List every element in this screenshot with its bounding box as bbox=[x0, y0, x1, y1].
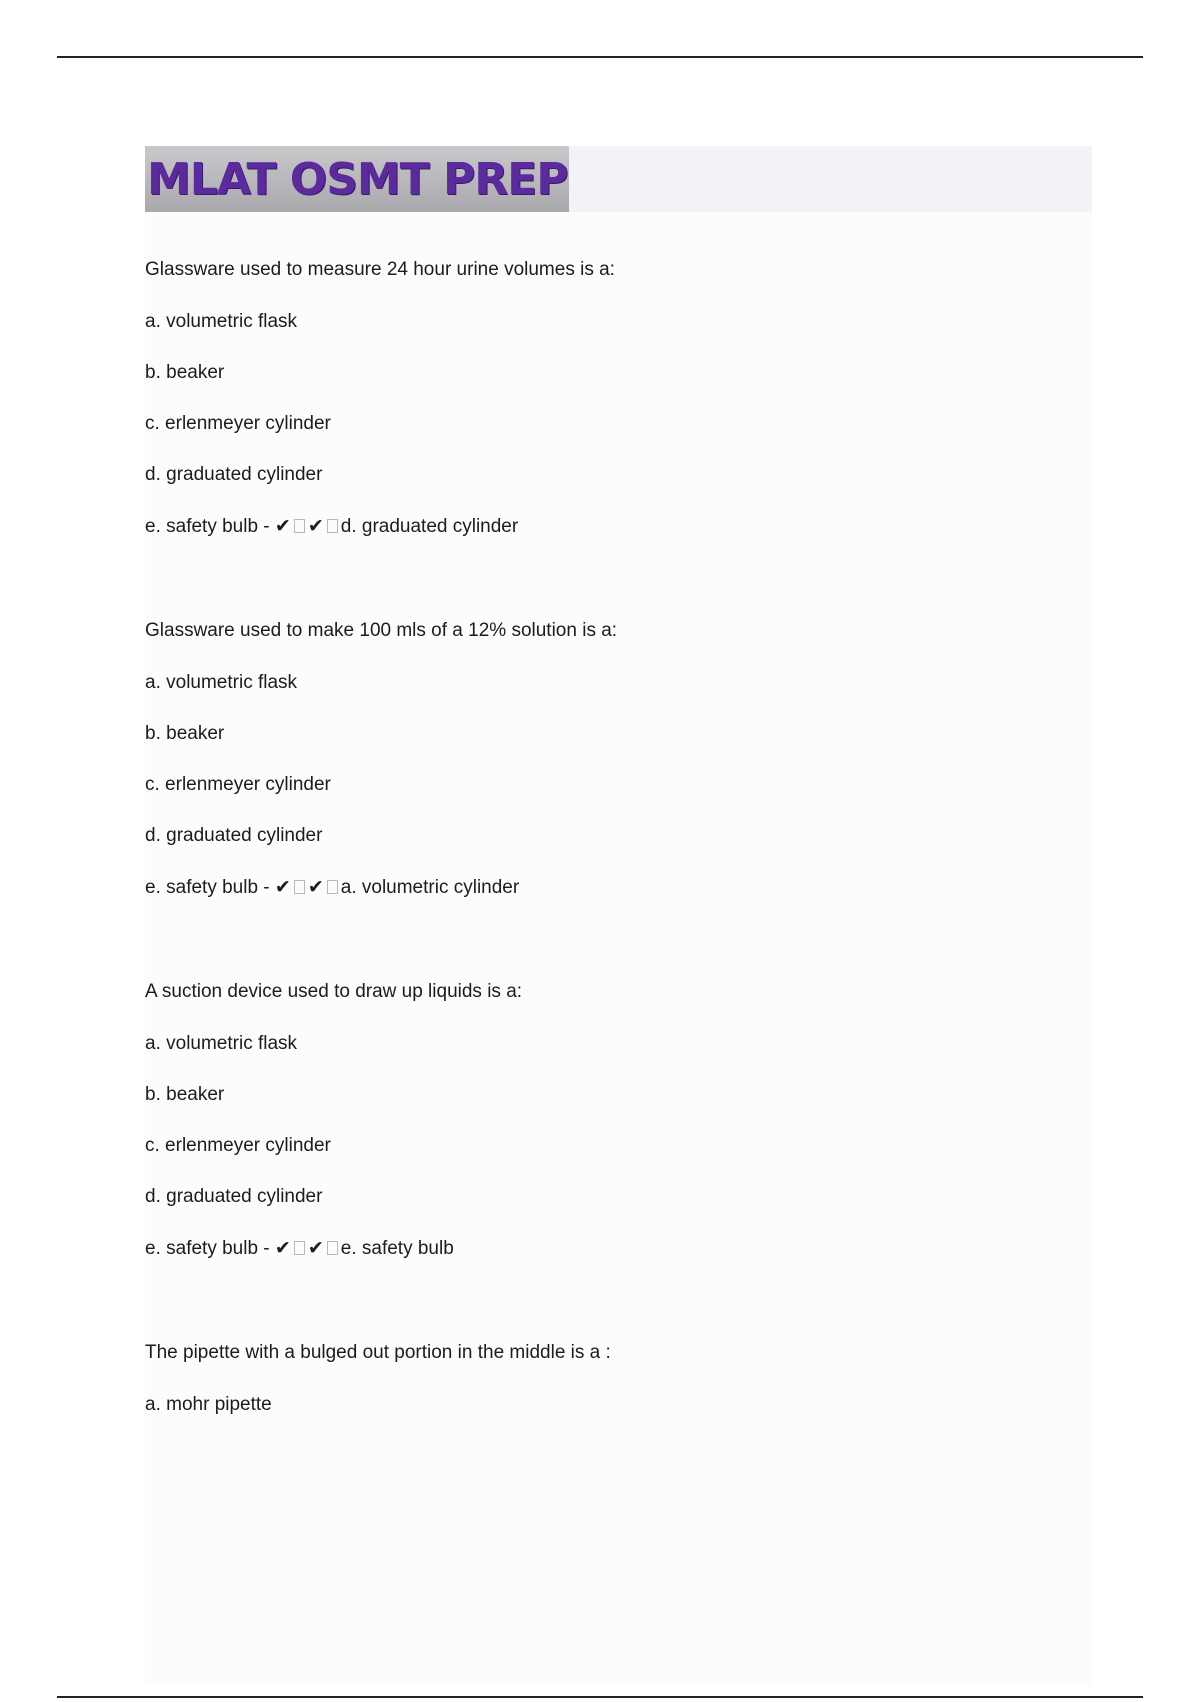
empty-box-icon bbox=[327, 519, 338, 533]
bottom-rule bbox=[57, 1696, 1143, 1698]
question-4 bbox=[145, 1341, 1075, 1702]
question-prompt: A suction device used to draw up liquids is a: bbox=[145, 981, 523, 1002]
option-e: e. safety bulb - bbox=[145, 877, 270, 898]
option-d: d. graduated cylinder bbox=[145, 464, 323, 485]
empty-box-icon bbox=[294, 1241, 305, 1255]
option-a: a. mohr pipette bbox=[145, 1394, 272, 1415]
check-mark-icon: ✔ bbox=[307, 1237, 324, 1259]
empty-box-icon bbox=[327, 1241, 338, 1255]
check-mark-icon: ✔ bbox=[307, 876, 324, 898]
question-prompt: Glassware used to measure 24 hour urine volumes is a: bbox=[145, 259, 615, 280]
answer-line bbox=[145, 875, 1075, 899]
option-list bbox=[145, 1393, 1075, 1417]
option-a: a. volumetric flask bbox=[145, 1033, 298, 1054]
option-c: c. erlenmeyer cylinder bbox=[145, 1135, 331, 1156]
option-d: d. graduated cylinder bbox=[145, 825, 323, 846]
option-d: d. graduated cylinder bbox=[145, 1186, 323, 1207]
option-a: a. volumetric flask bbox=[145, 672, 298, 693]
title-box bbox=[145, 146, 569, 212]
question-2 bbox=[145, 619, 1075, 980]
option-b: b. beaker bbox=[145, 1084, 225, 1105]
question-1 bbox=[145, 258, 1075, 619]
empty-box-icon bbox=[294, 880, 305, 894]
option-list bbox=[145, 671, 1075, 899]
option-c: c. erlenmeyer cylinder bbox=[145, 774, 331, 795]
answer-text: a. volumetric cylinder bbox=[340, 877, 520, 898]
option-list bbox=[145, 310, 1075, 538]
question-3 bbox=[145, 980, 1075, 1341]
title-banner bbox=[145, 146, 1092, 212]
check-mark-icon: ✔ bbox=[274, 515, 291, 537]
answer-text: e. safety bulb bbox=[340, 1238, 454, 1259]
option-b: b. beaker bbox=[145, 362, 225, 383]
top-rule bbox=[57, 56, 1143, 58]
option-e: e. safety bulb - bbox=[145, 1238, 270, 1259]
document-title: MLAT OSMT PREP bbox=[147, 153, 568, 205]
empty-box-icon bbox=[294, 519, 305, 533]
answer-line bbox=[145, 1236, 1075, 1260]
answer-text: d. graduated cylinder bbox=[340, 516, 519, 537]
document-page bbox=[145, 146, 1092, 1686]
check-mark-icon: ✔ bbox=[274, 1237, 291, 1259]
option-a: a. volumetric flask bbox=[145, 311, 298, 332]
question-prompt: The pipette with a bulged out portion in the middle is a : bbox=[145, 1342, 611, 1363]
option-list bbox=[145, 1032, 1075, 1260]
check-mark-icon: ✔ bbox=[307, 515, 324, 537]
check-mark-icon: ✔ bbox=[274, 876, 291, 898]
option-b: b. beaker bbox=[145, 723, 225, 744]
question-list bbox=[145, 258, 1075, 1702]
option-e: e. safety bulb - bbox=[145, 516, 270, 537]
answer-line bbox=[145, 514, 1075, 538]
empty-box-icon bbox=[327, 880, 338, 894]
option-c: c. erlenmeyer cylinder bbox=[145, 413, 331, 434]
question-prompt: Glassware used to make 100 mls of a 12% solution is a: bbox=[145, 620, 618, 641]
